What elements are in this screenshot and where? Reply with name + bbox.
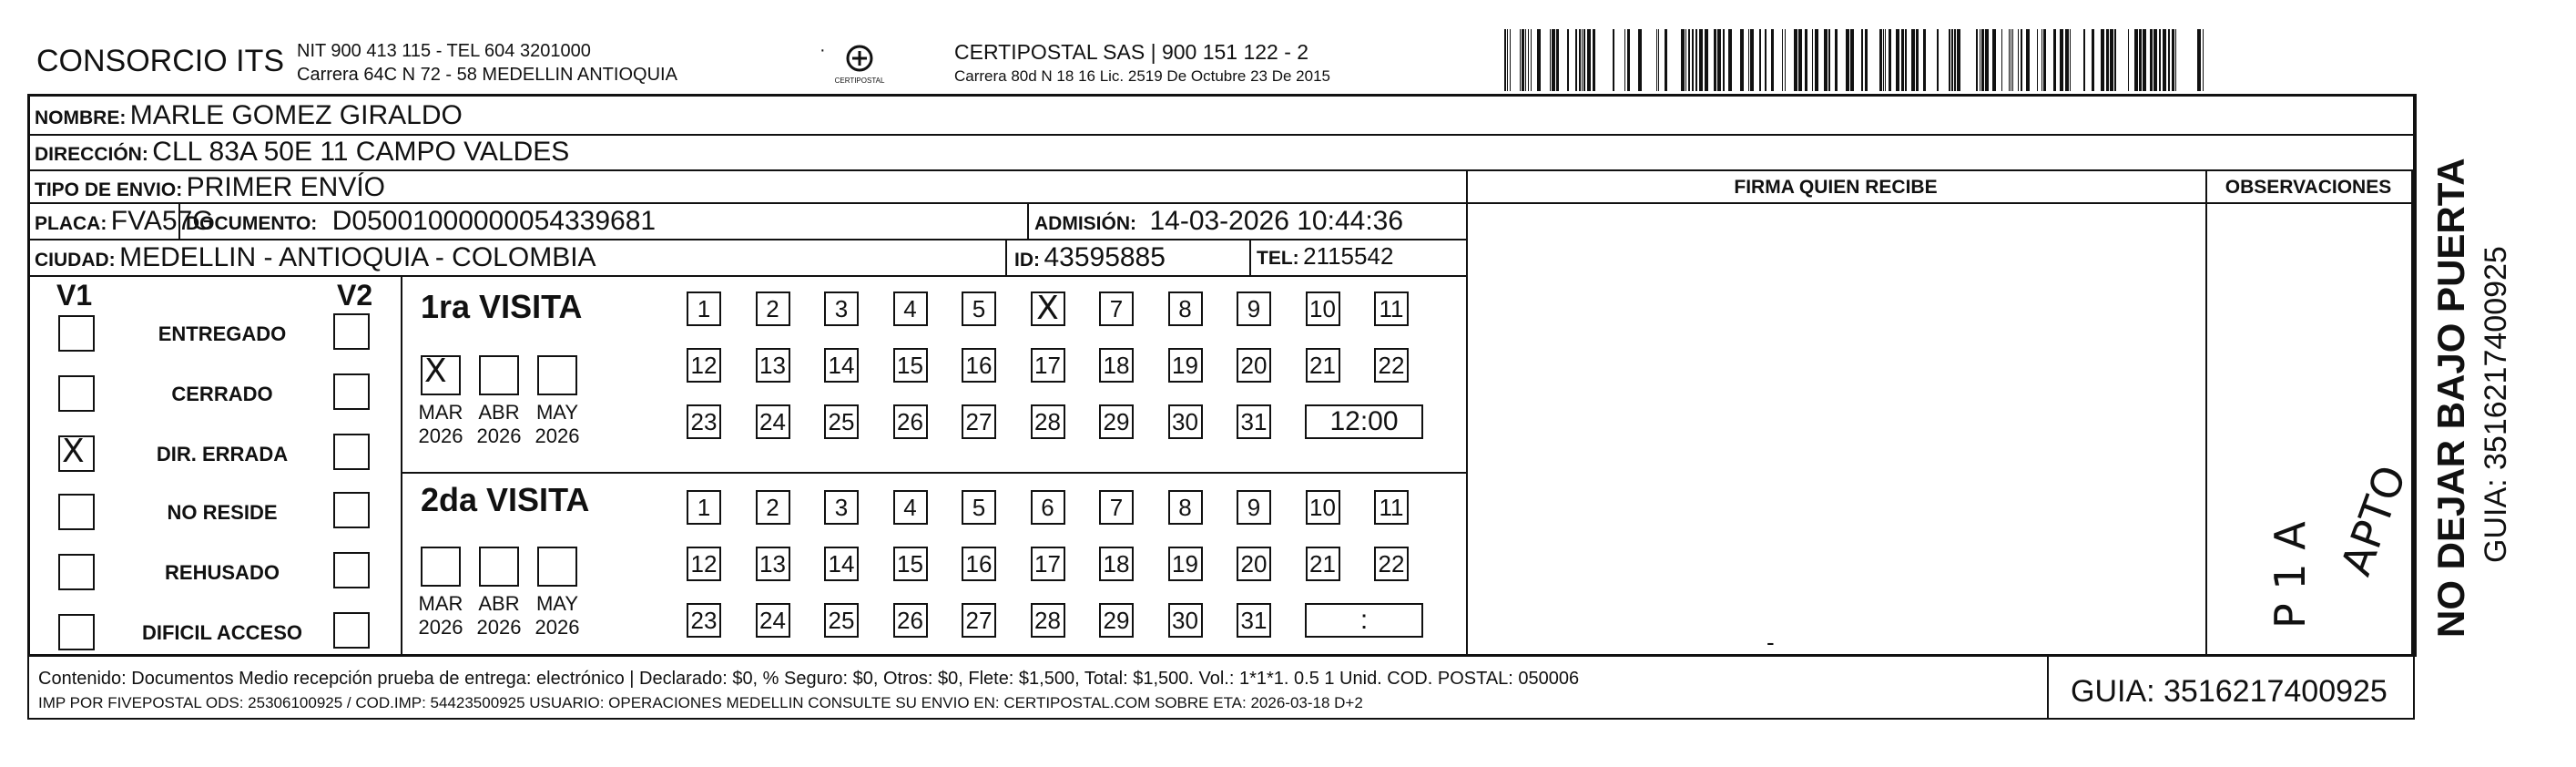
day-box[interactable]: 28 <box>1031 404 1065 439</box>
day-box[interactable]: 3 <box>824 291 859 326</box>
month-label <box>413 401 468 448</box>
day-box[interactable]: 23 <box>687 404 721 439</box>
day-box[interactable]: 13 <box>756 547 790 581</box>
handwritten-floor-note: P 1 A <box>2265 521 2315 629</box>
month-name: ABR <box>478 592 520 615</box>
plate-label: PLACA: <box>35 213 107 234</box>
month-label <box>472 592 526 639</box>
day-box[interactable]: 31 <box>1237 603 1271 638</box>
day-box[interactable]: 29 <box>1099 603 1134 638</box>
admission-cell <box>1034 206 1403 237</box>
status-v1-checkbox[interactable] <box>58 494 95 530</box>
signature-area[interactable] <box>1783 616 1983 642</box>
day-box[interactable]: 4 <box>893 490 928 525</box>
day-box[interactable]: 1 <box>687 490 721 525</box>
month-checkbox[interactable] <box>537 547 577 587</box>
handwritten-apto-note: APTO <box>2331 458 2416 582</box>
day-box[interactable]: 6 <box>1031 490 1065 525</box>
id-value: 43595885 <box>1044 242 1166 272</box>
status-v1-checkbox[interactable] <box>58 435 95 472</box>
month-checkbox[interactable] <box>421 547 461 587</box>
status-label: ENTREGADO <box>158 322 287 345</box>
day-box[interactable]: 24 <box>756 603 790 638</box>
month-checkbox[interactable] <box>479 547 519 587</box>
address-label: DIRECCIÓN: <box>35 144 148 165</box>
day-box[interactable]: 5 <box>962 291 996 326</box>
status-v2-checkbox[interactable] <box>333 612 370 649</box>
day-box[interactable]: 5 <box>962 490 996 525</box>
day-box[interactable]: 3 <box>824 490 859 525</box>
day-box[interactable]: 26 <box>893 603 928 638</box>
day-box[interactable]: 7 <box>1099 291 1134 326</box>
day-box[interactable]: 14 <box>824 348 859 383</box>
status-v1-checkbox[interactable] <box>58 315 95 352</box>
day-box[interactable]: 8 <box>1168 291 1203 326</box>
day-box[interactable]: 17 <box>1031 547 1065 581</box>
day-box[interactable]: 21 <box>1306 547 1340 581</box>
day-box[interactable]: 4 <box>893 291 928 326</box>
day-box[interactable]: 26 <box>893 404 928 439</box>
city-label: CIUDAD: <box>35 250 116 271</box>
dot-mark: · <box>820 40 826 60</box>
document-label: DOCUMENTO: <box>186 213 318 234</box>
day-box[interactable]: 24 <box>756 404 790 439</box>
footer-print-info: IMP POR FIVEPOSTAL ODS: 25306100925 / COD.IMP: 54423500925 USUARIO: OPERACIONES MEDELLIN CONSULTE SU ENVIO EN: CERTIPOSTAL.COM SOBRE ETA: 2026-03-18 D+2 <box>38 694 1363 711</box>
day-box[interactable]: 10 <box>1306 490 1340 525</box>
day-box[interactable]: 30 <box>1168 603 1203 638</box>
day-box[interactable]: 2 <box>756 490 790 525</box>
id-label: ID: <box>1014 250 1040 271</box>
day-box[interactable]: 31 <box>1237 404 1271 439</box>
day-box[interactable]: 7 <box>1099 490 1134 525</box>
day-box[interactable]: 11 <box>1374 490 1409 525</box>
company-nit-tel: NIT 900 413 115 - TEL 604 3201000 <box>297 41 591 61</box>
month-checkbox[interactable] <box>537 355 577 395</box>
observations-header: OBSERVACIONES <box>2225 177 2392 198</box>
day-box[interactable]: 13 <box>756 348 790 383</box>
day-box[interactable]: 14 <box>824 547 859 581</box>
status-v2-checkbox[interactable] <box>333 313 370 350</box>
day-box[interactable]: 23 <box>687 603 721 638</box>
footer-guide-number: GUIA: 3516217400925 <box>2071 674 2388 709</box>
company-address: Carrera 64C N 72 - 58 MEDELLIN ANTIOQUIA <box>297 65 677 85</box>
ship-type-label: TIPO DE ENVIO: <box>35 179 183 200</box>
recipient-name: MARLE GOMEZ GIRALDO <box>129 100 463 130</box>
day-box[interactable]: 22 <box>1374 348 1409 383</box>
month-year: 2026 <box>535 616 580 639</box>
month-label <box>530 401 585 448</box>
city-cell <box>35 242 596 273</box>
day-box[interactable]: 20 <box>1237 547 1271 581</box>
day-box[interactable]: 27 <box>962 404 996 439</box>
tel-value: 2115542 <box>1303 242 1394 270</box>
status-label: NO RESIDE <box>167 501 278 524</box>
day-box[interactable]: 30 <box>1168 404 1203 439</box>
day-box[interactable]: 11 <box>1374 291 1409 326</box>
day-box[interactable]: 29 <box>1099 404 1134 439</box>
status-v2-checkbox[interactable] <box>333 434 370 470</box>
day-box[interactable]: 9 <box>1237 490 1271 525</box>
visit2-title: 2da VISITA <box>421 481 590 518</box>
day-box[interactable]: 16 <box>962 348 996 383</box>
status-v2-checkbox[interactable] <box>333 492 370 528</box>
v2-label: V2 <box>337 279 373 312</box>
month-name: MAR <box>418 592 463 615</box>
month-year: 2026 <box>535 424 580 447</box>
v1-label: V1 <box>56 279 93 312</box>
time-box[interactable]: : <box>1305 603 1423 638</box>
status-label: DIFICIL ACCESO <box>141 621 302 644</box>
month-year: 2026 <box>476 424 522 447</box>
address-row <box>35 137 569 168</box>
day-box[interactable]: 12 <box>687 547 721 581</box>
day-box[interactable]: 12 <box>687 348 721 383</box>
time-box[interactable]: 12:00 <box>1305 404 1423 439</box>
logo-text: CERTIPOSTAL <box>834 77 885 85</box>
status-label: CERRADO <box>171 383 273 405</box>
month-name: MAY <box>535 592 579 615</box>
month-checkbox[interactable] <box>479 355 519 395</box>
month-name: ABR <box>478 401 520 424</box>
day-box[interactable]: 15 <box>893 547 928 581</box>
month-name: MAR <box>418 401 463 424</box>
certipostal-logo <box>836 40 883 94</box>
day-box[interactable]: 2 <box>756 291 790 326</box>
month-label <box>530 592 585 639</box>
admission-value: 14-03-2026 10:44:36 <box>1149 206 1404 236</box>
day-box[interactable]: 15 <box>893 348 928 383</box>
footer-contents: Contenido: Documentos Medio recepción prueba de entrega: electrónico | Declarado: $0, % Seguro: $0, Otros: $0, Flete: $1,500, Total: $1,500. Vol.: 1*1*1. 0.5 1 Unid. COD. POSTAL: 050006 <box>38 669 1580 689</box>
document-cell <box>186 206 656 237</box>
status-label: DIR. ERRADA <box>156 443 289 465</box>
day-box[interactable]: 16 <box>962 547 996 581</box>
day-box[interactable] <box>1031 291 1065 326</box>
name-label: NOMBRE: <box>35 107 127 128</box>
status-label: REHUSADO <box>165 561 280 584</box>
day-box[interactable]: 28 <box>1031 603 1065 638</box>
check-mark: X <box>62 433 85 470</box>
admission-label: ADMISIÓN: <box>1034 213 1136 234</box>
barcode <box>1504 29 2204 91</box>
side-guide-number: GUIA: 3516217400925 <box>2479 246 2513 563</box>
recipient-address: CLL 83A 50E 11 CAMPO VALDES <box>152 137 570 167</box>
name-row <box>35 100 463 131</box>
side-notice: NO DEJAR BAJO PUERTA <box>2429 158 2472 638</box>
visit1-title: 1ra VISITA <box>421 288 583 325</box>
day-box[interactable]: 25 <box>824 603 859 638</box>
month-checkbox[interactable] <box>421 355 461 395</box>
day-box[interactable]: 19 <box>1168 547 1203 581</box>
certipostal-name: CERTIPOSTAL SAS | 900 151 122 - 2 <box>954 40 1309 64</box>
day-box[interactable]: 21 <box>1306 348 1340 383</box>
month-year: 2026 <box>418 616 463 639</box>
status-v2-checkbox[interactable] <box>333 552 370 588</box>
day-box[interactable]: 18 <box>1099 348 1134 383</box>
company-name: CONSORCIO ITS <box>36 44 285 78</box>
check-mark: X <box>424 353 447 390</box>
day-box[interactable]: 1 <box>687 291 721 326</box>
day-check-mark: X <box>1036 290 1059 327</box>
ship-type-row <box>35 172 385 203</box>
month-label <box>472 401 526 448</box>
signature-header: FIRMA QUIEN RECIBE <box>1734 177 1938 198</box>
day-box[interactable]: 19 <box>1168 348 1203 383</box>
certipostal-license: Carrera 80d N 18 16 Lic. 2519 De Octubre 23 De 2015 <box>954 67 1330 85</box>
day-box[interactable]: 20 <box>1237 348 1271 383</box>
month-year: 2026 <box>476 616 522 639</box>
month-label <box>413 592 468 639</box>
document-value: D05001000000054339681 <box>331 206 657 236</box>
status-v1-checkbox[interactable] <box>58 614 95 650</box>
plate-value: FVA57G <box>110 206 214 236</box>
day-box[interactable]: 17 <box>1031 348 1065 383</box>
day-box[interactable]: 27 <box>962 603 996 638</box>
day-box[interactable]: 18 <box>1099 547 1134 581</box>
month-name: MAY <box>535 401 579 424</box>
day-box[interactable]: 10 <box>1306 291 1340 326</box>
day-box[interactable]: 22 <box>1374 547 1409 581</box>
day-box[interactable]: 8 <box>1168 490 1203 525</box>
status-v1-checkbox[interactable] <box>58 375 95 412</box>
status-v1-checkbox[interactable] <box>58 554 95 590</box>
tel-cell <box>1257 242 1393 271</box>
id-cell <box>1014 242 1166 273</box>
tel-label: TEL: <box>1257 248 1299 269</box>
month-year: 2026 <box>418 424 463 447</box>
ship-type: PRIMER ENVÍO <box>186 172 386 202</box>
day-box[interactable]: 25 <box>824 404 859 439</box>
status-v2-checkbox[interactable] <box>333 373 370 410</box>
day-box[interactable]: 9 <box>1237 291 1271 326</box>
city-value: MEDELLIN - ANTIOQUIA - COLOMBIA <box>119 242 596 272</box>
signature-mark: - <box>1767 629 1775 656</box>
